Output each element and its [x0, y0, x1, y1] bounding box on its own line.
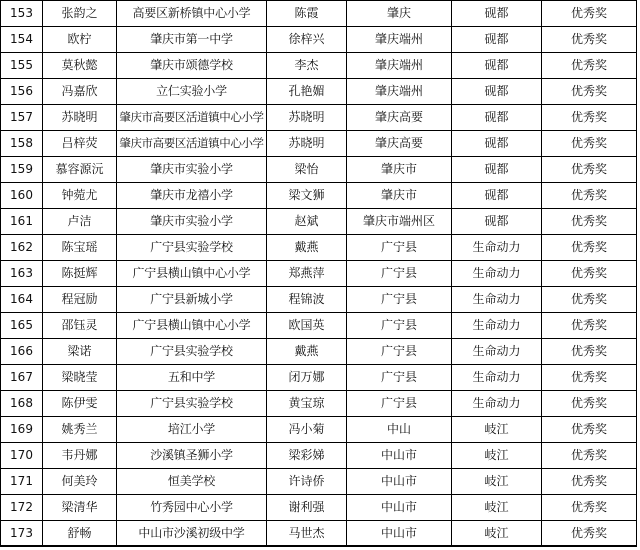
cell-teacher-name: 徐梓兴 — [267, 27, 347, 53]
cell-teacher-name: 陈霞 — [267, 1, 347, 27]
table-row — [1, 235, 637, 261]
cell-category: 砚都 — [452, 183, 542, 209]
cell-region: 广宁县 — [347, 235, 452, 261]
cell-student-name: 何美玲 — [43, 469, 117, 495]
cell-school-name: 肇庆市高要区活道镇中心小学 — [117, 131, 267, 157]
table-row — [1, 105, 637, 131]
table-row — [1, 287, 637, 313]
cell-award: 优秀奖 — [542, 53, 637, 79]
cell-award: 优秀奖 — [542, 391, 637, 417]
cell-category: 生命动力 — [452, 313, 542, 339]
cell-region: 中山市 — [347, 495, 452, 521]
cell-teacher-name: 黄宝琼 — [267, 391, 347, 417]
cell-region: 广宁县 — [347, 287, 452, 313]
cell-award: 优秀奖 — [542, 27, 637, 53]
cell-award: 优秀奖 — [542, 235, 637, 261]
cell-region: 中山市 — [347, 469, 452, 495]
cell-row-number: 155 — [1, 53, 43, 79]
cell-teacher-name: 苏晓明 — [267, 131, 347, 157]
next-row-edge — [0, 545, 636, 550]
cell-school-name: 培江小学 — [117, 417, 267, 443]
cell-row-number: 160 — [1, 183, 43, 209]
cell-category: 砚都 — [452, 79, 542, 105]
cell-student-name: 冯嘉欣 — [43, 79, 117, 105]
cell-award: 优秀奖 — [542, 521, 637, 547]
cell-student-name: 莫秋懿 — [43, 53, 117, 79]
cell-category: 砚都 — [452, 53, 542, 79]
cell-teacher-name: 闭万娜 — [267, 365, 347, 391]
table-row — [1, 495, 637, 521]
cell-student-name: 钟菀尤 — [43, 183, 117, 209]
cell-student-name: 梁诺 — [43, 339, 117, 365]
cell-row-number: 159 — [1, 157, 43, 183]
cell-category: 岐江 — [452, 469, 542, 495]
cell-award: 优秀奖 — [542, 365, 637, 391]
cell-award: 优秀奖 — [542, 261, 637, 287]
cell-teacher-name: 谢利强 — [267, 495, 347, 521]
cell-award: 优秀奖 — [542, 287, 637, 313]
cell-student-name: 张韵之 — [43, 1, 117, 27]
cell-teacher-name: 冯小菊 — [267, 417, 347, 443]
cell-row-number: 173 — [1, 521, 43, 547]
cell-student-name: 陈宝瑶 — [43, 235, 117, 261]
cell-student-name: 邵钰灵 — [43, 313, 117, 339]
cell-category: 生命动力 — [452, 235, 542, 261]
cell-teacher-name: 欧国英 — [267, 313, 347, 339]
cell-teacher-name: 苏晓明 — [267, 105, 347, 131]
table-row — [1, 469, 637, 495]
cell-teacher-name: 郑燕萍 — [267, 261, 347, 287]
cell-school-name: 广宁县实验学校 — [117, 339, 267, 365]
table-row — [1, 521, 637, 547]
cell-row-number: 171 — [1, 469, 43, 495]
cell-category: 生命动力 — [452, 287, 542, 313]
cell-row-number: 164 — [1, 287, 43, 313]
cell-award: 优秀奖 — [542, 495, 637, 521]
cell-teacher-name: 程锦波 — [267, 287, 347, 313]
table-row — [1, 183, 637, 209]
cell-school-name: 沙溪镇圣狮小学 — [117, 443, 267, 469]
cell-student-name: 欧柠 — [43, 27, 117, 53]
table-row — [1, 53, 637, 79]
table-row — [1, 261, 637, 287]
table-row — [1, 365, 637, 391]
cell-region: 广宁县 — [347, 313, 452, 339]
cell-region: 广宁县 — [347, 365, 452, 391]
cell-region: 肇庆高要 — [347, 105, 452, 131]
cell-award: 优秀奖 — [542, 183, 637, 209]
cell-school-name: 肇庆市实验小学 — [117, 209, 267, 235]
table-row — [1, 209, 637, 235]
cell-row-number: 165 — [1, 313, 43, 339]
cell-region: 肇庆市 — [347, 183, 452, 209]
cell-row-number: 166 — [1, 339, 43, 365]
cell-school-name: 高要区新桥镇中心小学 — [117, 1, 267, 27]
cell-region: 广宁县 — [347, 339, 452, 365]
cell-teacher-name: 梁文狮 — [267, 183, 347, 209]
cell-teacher-name: 李杰 — [267, 53, 347, 79]
cell-region: 肇庆市 — [347, 157, 452, 183]
cell-category: 生命动力 — [452, 365, 542, 391]
cell-school-name: 广宁县实验学校 — [117, 235, 267, 261]
cell-award: 优秀奖 — [542, 417, 637, 443]
cell-row-number: 170 — [1, 443, 43, 469]
cell-row-number: 154 — [1, 27, 43, 53]
cell-category: 砚都 — [452, 209, 542, 235]
cell-school-name: 立仁实验小学 — [117, 79, 267, 105]
cell-school-name: 肇庆市第一中学 — [117, 27, 267, 53]
table-row — [1, 313, 637, 339]
cell-row-number: 156 — [1, 79, 43, 105]
table-body — [1, 1, 637, 547]
cell-category: 砚都 — [452, 105, 542, 131]
cell-category: 岐江 — [452, 443, 542, 469]
cell-award: 优秀奖 — [542, 313, 637, 339]
cell-row-number: 163 — [1, 261, 43, 287]
cell-category: 砚都 — [452, 27, 542, 53]
cell-student-name: 梁晓莹 — [43, 365, 117, 391]
cell-student-name: 梁清华 — [43, 495, 117, 521]
cell-school-name: 竹秀园中心小学 — [117, 495, 267, 521]
table-row — [1, 443, 637, 469]
cell-award: 优秀奖 — [542, 339, 637, 365]
cell-region: 肇庆端州 — [347, 79, 452, 105]
cell-region: 肇庆 — [347, 1, 452, 27]
cell-region: 中山市 — [347, 521, 452, 547]
cell-award: 优秀奖 — [542, 157, 637, 183]
cell-category: 砚都 — [452, 131, 542, 157]
cell-award: 优秀奖 — [542, 105, 637, 131]
cell-student-name: 韦丹娜 — [43, 443, 117, 469]
cell-region: 广宁县 — [347, 261, 452, 287]
table-row — [1, 1, 637, 27]
cell-teacher-name: 梁彩娣 — [267, 443, 347, 469]
cell-award: 优秀奖 — [542, 1, 637, 27]
cell-row-number: 161 — [1, 209, 43, 235]
cell-school-name: 五和中学 — [117, 365, 267, 391]
cell-school-name: 肇庆市龙禧小学 — [117, 183, 267, 209]
cell-award: 优秀奖 — [542, 209, 637, 235]
cell-school-name: 肇庆市实验小学 — [117, 157, 267, 183]
cell-category: 生命动力 — [452, 391, 542, 417]
cell-teacher-name: 梁怡 — [267, 157, 347, 183]
cell-category: 岐江 — [452, 417, 542, 443]
cell-student-name: 慕容源沅 — [43, 157, 117, 183]
cell-award: 优秀奖 — [542, 443, 637, 469]
cell-school-name: 恒美学校 — [117, 469, 267, 495]
cell-teacher-name: 马世杰 — [267, 521, 347, 547]
cell-school-name: 肇庆市颂德学校 — [117, 53, 267, 79]
table-row — [1, 391, 637, 417]
cell-category: 生命动力 — [452, 261, 542, 287]
cell-school-name: 中山市沙溪初级中学 — [117, 521, 267, 547]
cell-school-name: 广宁县新城小学 — [117, 287, 267, 313]
cell-student-name: 姚秀兰 — [43, 417, 117, 443]
cell-award: 优秀奖 — [542, 131, 637, 157]
cell-student-name: 陈伊雯 — [43, 391, 117, 417]
cell-teacher-name: 孔艳媚 — [267, 79, 347, 105]
table-row — [1, 417, 637, 443]
cell-school-name: 肇庆市高要区活道镇中心小学 — [117, 105, 267, 131]
cell-award: 优秀奖 — [542, 469, 637, 495]
cell-school-name: 广宁县横山镇中心小学 — [117, 313, 267, 339]
cell-row-number: 158 — [1, 131, 43, 157]
cell-student-name: 卢洁 — [43, 209, 117, 235]
cell-region: 肇庆市端州区 — [347, 209, 452, 235]
cell-teacher-name: 戴燕 — [267, 235, 347, 261]
cell-row-number: 168 — [1, 391, 43, 417]
cell-category: 砚都 — [452, 157, 542, 183]
cell-student-name: 舒畅 — [43, 521, 117, 547]
cell-teacher-name: 许诗侨 — [267, 469, 347, 495]
cell-school-name: 广宁县横山镇中心小学 — [117, 261, 267, 287]
cell-row-number: 162 — [1, 235, 43, 261]
cell-region: 肇庆端州 — [347, 53, 452, 79]
cell-teacher-name: 赵斌 — [267, 209, 347, 235]
cell-student-name: 吕梓荧 — [43, 131, 117, 157]
cell-student-name: 程冠励 — [43, 287, 117, 313]
table-row — [1, 157, 637, 183]
cell-category: 岐江 — [452, 495, 542, 521]
table-row — [1, 339, 637, 365]
cell-teacher-name: 戴燕 — [267, 339, 347, 365]
cell-row-number: 157 — [1, 105, 43, 131]
cell-student-name: 陈挺辉 — [43, 261, 117, 287]
cell-region: 肇庆高要 — [347, 131, 452, 157]
table-row — [1, 79, 637, 105]
cell-school-name: 广宁县实验学校 — [117, 391, 267, 417]
cell-row-number: 153 — [1, 1, 43, 27]
table-row — [1, 27, 637, 53]
cell-region: 中山市 — [347, 443, 452, 469]
cell-category: 岐江 — [452, 521, 542, 547]
cell-region: 中山 — [347, 417, 452, 443]
cell-row-number: 172 — [1, 495, 43, 521]
cell-row-number: 169 — [1, 417, 43, 443]
cell-region: 肇庆端州 — [347, 27, 452, 53]
table-row — [1, 131, 637, 157]
cell-student-name: 苏晓明 — [43, 105, 117, 131]
cell-category: 砚都 — [452, 1, 542, 27]
cell-category: 生命动力 — [452, 339, 542, 365]
cell-row-number: 167 — [1, 365, 43, 391]
cell-award: 优秀奖 — [542, 79, 637, 105]
cell-region: 广宁县 — [347, 391, 452, 417]
